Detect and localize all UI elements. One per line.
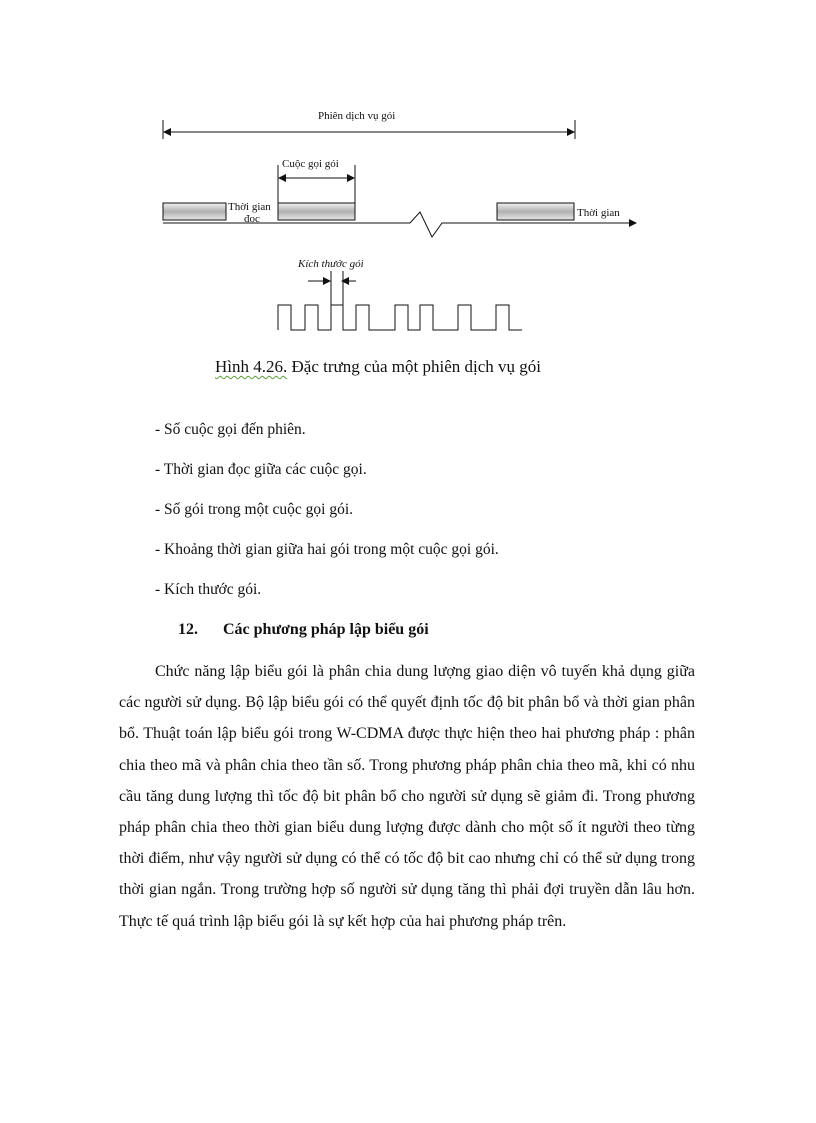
call-label: Cuộc gọi gói	[282, 158, 339, 170]
figure-caption-text: Đặc trưng của một phiên dịch vụ gói	[287, 357, 542, 376]
section-title: Các phương pháp lập biểu gói	[223, 621, 429, 638]
section-number: 12.	[178, 621, 198, 638]
figure-id: Hình 4.26.	[215, 357, 288, 376]
read-time-label-line-2: đọc	[244, 213, 260, 225]
characteristics-list	[155, 419, 499, 619]
call-bar	[278, 203, 355, 220]
body-paragraph: Chức năng lập biểu gói là phân chia dung lượng giao diện vô tuyến khả dụng giữa các người sử dụng. Bộ lập biểu gói có thể quyết định tốc độ bit phân bổ và thời gian phân bổ. Thuật toán lập biểu gói trong W-CDMA được thực hiện theo hai phương pháp : phân chia theo mã và phân chia theo tần số. Trong phương pháp phân chia theo mã, khi có nhu cầu tăng dung lượng thì tốc độ bit phân bổ cho người sử dụng sẽ giảm đi. Trong phương pháp phân chia theo thời gian biểu dung lượng được dành cho một số ít người theo từng thời điểm, như vậy người sử dụng có thể có tốc độ bit cao nhưng chỉ có thể sử dụng trong thời gian ngắn. Trong trường hợp số người sử dụng tăng thì phải đợi truyền dẫn lâu hơn. Thực tế quá trình lập biểu gói là sự kết hợp của hai phương pháp trên.	[119, 663, 695, 930]
figure-caption	[215, 357, 541, 377]
idle-bar-1	[163, 203, 226, 220]
list-item: - Thời gian đọc giữa các cuộc gọi.	[155, 461, 367, 478]
call-bar-2	[497, 203, 574, 220]
packet-size-label: Kích thước gói	[298, 258, 364, 270]
packet-session-figure	[150, 95, 650, 395]
list-item: - Số gói trong một cuộc gọi gói.	[155, 501, 354, 518]
section-heading	[178, 621, 429, 639]
packet-session-diagram	[150, 95, 650, 355]
list-item: - Số cuộc gọi đến phiên.	[155, 421, 306, 438]
time-axis-label: Thời gian	[577, 207, 620, 219]
list-item: - Khoảng thời gian giữa hai gói trong một cuộc gọi gói.	[155, 541, 499, 558]
list-item: - Kích thước gói.	[155, 581, 262, 598]
session-label: Phiên dịch vụ gói	[318, 110, 396, 122]
read-time-label: Thời gian	[228, 201, 271, 213]
packet-pulse-train	[278, 305, 522, 330]
